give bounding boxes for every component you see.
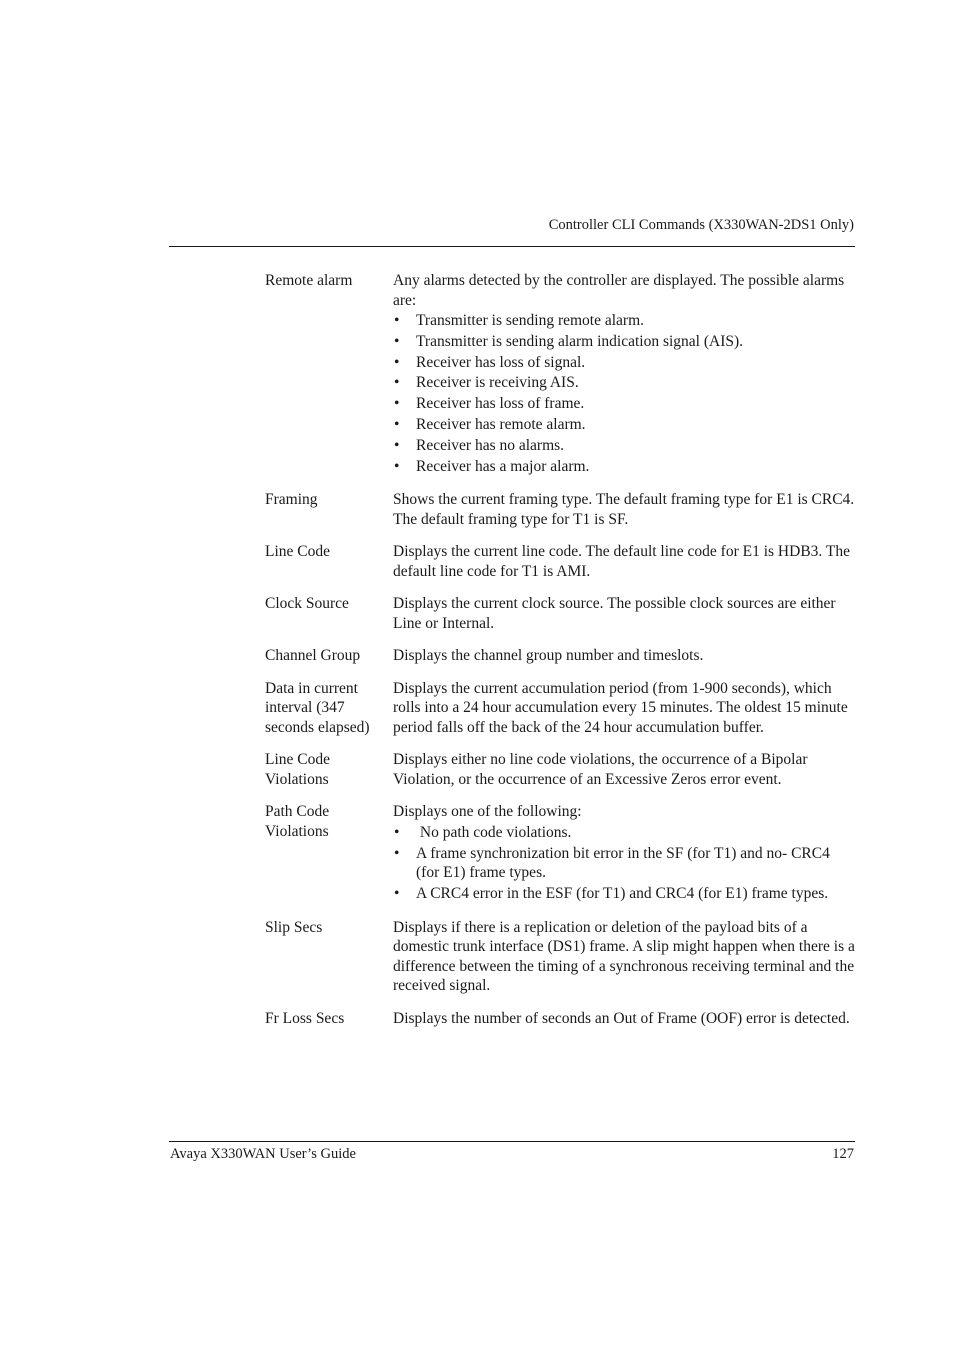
entry-channel-group bbox=[265, 646, 855, 666]
entry-term: Framing bbox=[265, 491, 318, 509]
list-item: • Transmitter is sending remote alarm. bbox=[393, 311, 855, 331]
bullet-list bbox=[393, 823, 855, 904]
description-text: Any alarms detected by the controller are displayed. The possible alarms are: bbox=[393, 272, 845, 309]
entry-description bbox=[393, 679, 855, 738]
entry-term: Channel Group bbox=[265, 647, 361, 665]
header-rule bbox=[169, 246, 855, 247]
entry-description bbox=[393, 1009, 855, 1029]
definition-list bbox=[265, 271, 855, 1041]
entry-line-code-violations bbox=[265, 750, 855, 789]
description-text: Displays the channel group number and timeslots. bbox=[393, 647, 704, 665]
list-item: • Receiver has remote alarm. bbox=[393, 415, 855, 435]
footer-guide-title: Avaya X330WAN User’s Guide bbox=[170, 1146, 356, 1162]
entry-description bbox=[393, 594, 855, 633]
entry-framing bbox=[265, 490, 855, 529]
list-item: • A CRC4 error in the ESF (for T1) and CRC4 (for E1) frame types. bbox=[393, 884, 855, 904]
entry-line-code bbox=[265, 542, 855, 581]
list-item: • Transmitter is sending alarm indication signal (AIS). bbox=[393, 332, 855, 352]
description-text: Shows the current framing type. The default framing type for E1 is CRC4. The default framing type for T1 is SF. bbox=[393, 491, 855, 528]
entry-term: Line Code bbox=[265, 543, 330, 561]
entry-term: Fr Loss Secs bbox=[265, 1009, 345, 1027]
list-item: • A frame synchronization bit error in the SF (for T1) and no- CRC4 (for E1) frame types. bbox=[393, 844, 855, 883]
list-item: • Receiver is receiving AIS. bbox=[393, 373, 855, 393]
description-text: Displays if there is a replication or deletion of the payload bits of a domestic trunk interface (DS1) frame. A slip might happen when there is a difference between the timing of a synchronous receiving terminal and the received signal. bbox=[393, 918, 855, 995]
entry-term: Remote alarm bbox=[265, 272, 353, 289]
page-number: 127 bbox=[832, 1146, 854, 1162]
description-text: Displays the current line code. The default line code for E1 is HDB3. The default line code for T1 is AMI. bbox=[393, 543, 850, 580]
entry-description bbox=[393, 918, 855, 996]
description-text: Displays the number of seconds an Out of Frame (OOF) error is detected. bbox=[393, 1009, 850, 1027]
list-item: • Receiver has loss of signal. bbox=[393, 353, 855, 373]
entry-term: Line Code Violations bbox=[265, 751, 330, 788]
description-text: Displays the current accumulation period (from 1-900 seconds), which rolls into a 24 hour accumulation every 15 minutes. The oldest 15 minute period falls off the back of the 24 hour accumulation buffer. bbox=[393, 679, 848, 736]
entry-clock-source bbox=[265, 594, 855, 633]
entry-fr-loss-secs bbox=[265, 1009, 855, 1029]
list-item: • Receiver has no alarms. bbox=[393, 436, 855, 456]
bullet-list bbox=[393, 311, 855, 476]
entry-remote-alarm bbox=[265, 271, 855, 477]
entry-description bbox=[393, 802, 855, 904]
entry-data-in-current-interval bbox=[265, 679, 855, 738]
description-text: Displays the current clock source. The possible clock sources are either Line or Internal. bbox=[393, 595, 836, 632]
entry-description bbox=[393, 646, 855, 666]
entry-description bbox=[393, 542, 855, 581]
entry-description bbox=[393, 490, 855, 529]
entry-path-code-violations bbox=[265, 802, 855, 904]
entry-term: Data in current interval (347 seconds elapsed) bbox=[265, 679, 370, 736]
list-item: • Receiver has loss of frame. bbox=[393, 394, 855, 414]
description-text: Displays either no line code violations, the occurrence of a Bipolar Violation, or the occurrence of an Excessive Zeros error event. bbox=[393, 751, 808, 788]
running-header: Controller CLI Commands (X330WAN-2DS1 Only) bbox=[548, 217, 854, 233]
entry-description bbox=[393, 271, 855, 477]
entry-slip-secs bbox=[265, 918, 855, 996]
entry-term: Clock Source bbox=[265, 595, 349, 613]
description-text: Displays one of the following: bbox=[393, 803, 582, 821]
footer-rule bbox=[169, 1141, 855, 1142]
list-item: • Receiver has a major alarm. bbox=[393, 457, 855, 477]
entry-description bbox=[393, 750, 855, 789]
entry-term: Slip Secs bbox=[265, 918, 323, 936]
entry-term: Path Code Violations bbox=[265, 803, 330, 840]
list-item: • No path code violations. bbox=[393, 823, 855, 843]
